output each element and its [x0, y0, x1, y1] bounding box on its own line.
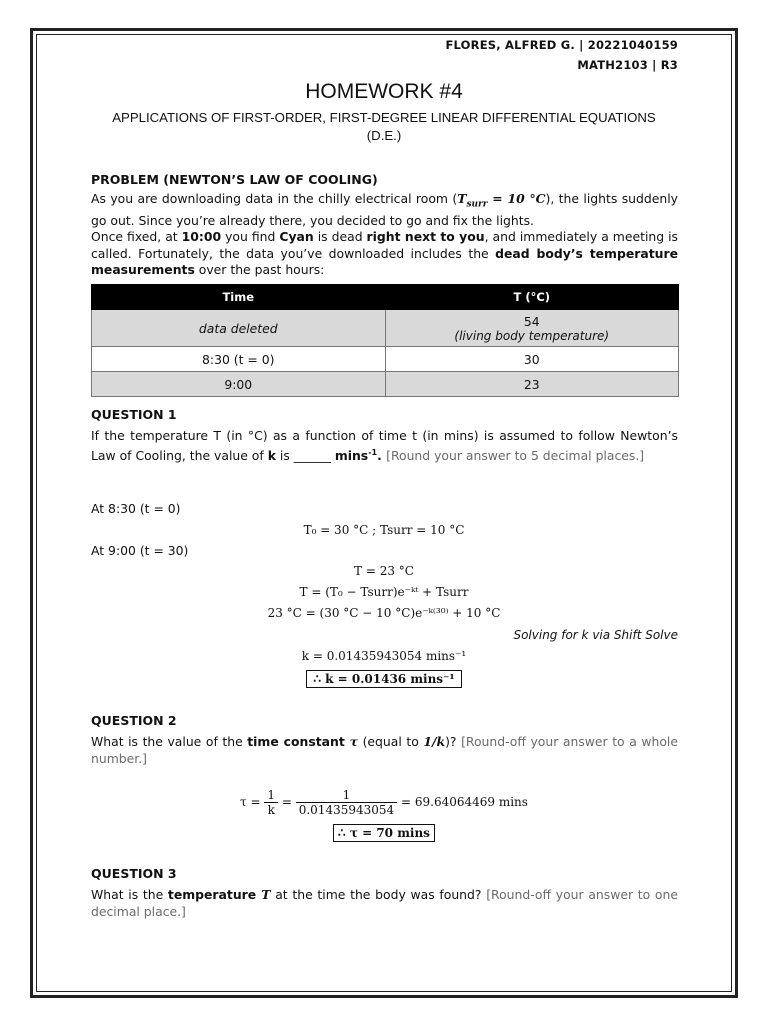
q1-equation-newton: T = (T₀ − Tsurr)e⁻ᵏᵗ + Tsurr	[299, 585, 469, 599]
question-3-text: What is the temperature T at the time the body was found? [Round-off your answer to one decimal place.]	[91, 887, 678, 919]
problem-heading: PROBLEM (NEWTON’S LAW OF COOLING)	[91, 172, 378, 187]
table-cell: 9:00	[92, 372, 386, 397]
q1-equation-t: T = 23 °C	[354, 564, 414, 578]
table-cell: 8:30 (t = 0)	[92, 347, 386, 372]
q1-equation-initial: T₀ = 30 °C ; Tsurr = 10 °C	[303, 523, 465, 537]
question-3-heading: QUESTION 3	[91, 866, 177, 881]
temperature-table	[91, 284, 679, 397]
q1-at-830: At 8:30 (t = 0)	[91, 501, 181, 516]
course-section: MATH2103 | R3	[577, 58, 678, 72]
q1-solving-note: Solving for k via Shift Solve	[513, 628, 678, 642]
table-row	[92, 372, 679, 397]
question-2-heading: QUESTION 2	[91, 713, 177, 728]
problem-paragraph-2: Once fixed, at 10:00 you find Cyan is dead right next to you, and immediately a meeting is called. Fortunately, the data you’ve downloaded includes the dead body’s temperature measurements over the past hours:	[91, 229, 678, 277]
table-cell: 23	[385, 372, 679, 397]
q2-answer-box: ∴ τ = 70 mins	[333, 824, 435, 842]
question-2-text: What is the value of the time constant τ (equal to 1/k)? [Round-off your answer to a whole number.]	[91, 734, 678, 766]
table-cell: 30	[385, 347, 679, 372]
problem-paragraph-1: As you are downloading data in the chilly electrical room ($T_{surr} = 10$ °C), the lights suddenly go out. Since you’re already there, you decided to go and fix the lights.	[91, 191, 678, 228]
q2-equation: τ = $\frac{1}{k}$ = $\frac{1}{0.01435943054}$ = 69.64064469 mins	[240, 788, 528, 817]
q1-at-900: At 9:00 (t = 30)	[91, 543, 189, 558]
fraction-1-over-value: $\frac{1}{0.01435943054}$	[296, 788, 397, 817]
q2-answer	[0, 826, 768, 840]
q1-answer	[0, 670, 768, 688]
q1-equation-k: k = 0.01435943054 mins⁻¹	[301, 649, 467, 663]
q1-answer-box: ∴ k = 0.01436 mins⁻¹	[306, 670, 461, 688]
subtitle-line1: APPLICATIONS OF FIRST-ORDER, FIRST-DEGREE LINEAR DIFFERENTIAL EQUATIONS	[112, 110, 656, 125]
page-title: HOMEWORK #4	[305, 80, 463, 103]
table-cell: data deleted	[92, 310, 386, 347]
question-1-text: If the temperature T (in °C) as a function of time t (in mins) is assumed to follow Newton’s Law of Cooling, the value of k is ______ mins$^{-1}$. [Round your answer to 5 decimal places.]	[91, 428, 678, 463]
fraction-1-over-k: $\frac{1}{k}$	[264, 788, 278, 817]
table-row	[92, 347, 679, 372]
q1-equation-substituted: 23 °C = (30 °C − 10 °C)e⁻ᵏ⁽³⁰⁾ + 10 °C	[267, 606, 501, 620]
table-header-time: Time	[92, 285, 386, 310]
student-name-id: FLORES, ALFRED G. | 20221040159	[445, 38, 678, 52]
question-1-heading: QUESTION 1	[91, 407, 177, 422]
table-cell: 54 (living body temperature)	[385, 310, 679, 347]
subtitle-line2: (D.E.)	[366, 128, 402, 143]
table-row	[92, 310, 679, 347]
table-header-temp: T (°C)	[385, 285, 679, 310]
